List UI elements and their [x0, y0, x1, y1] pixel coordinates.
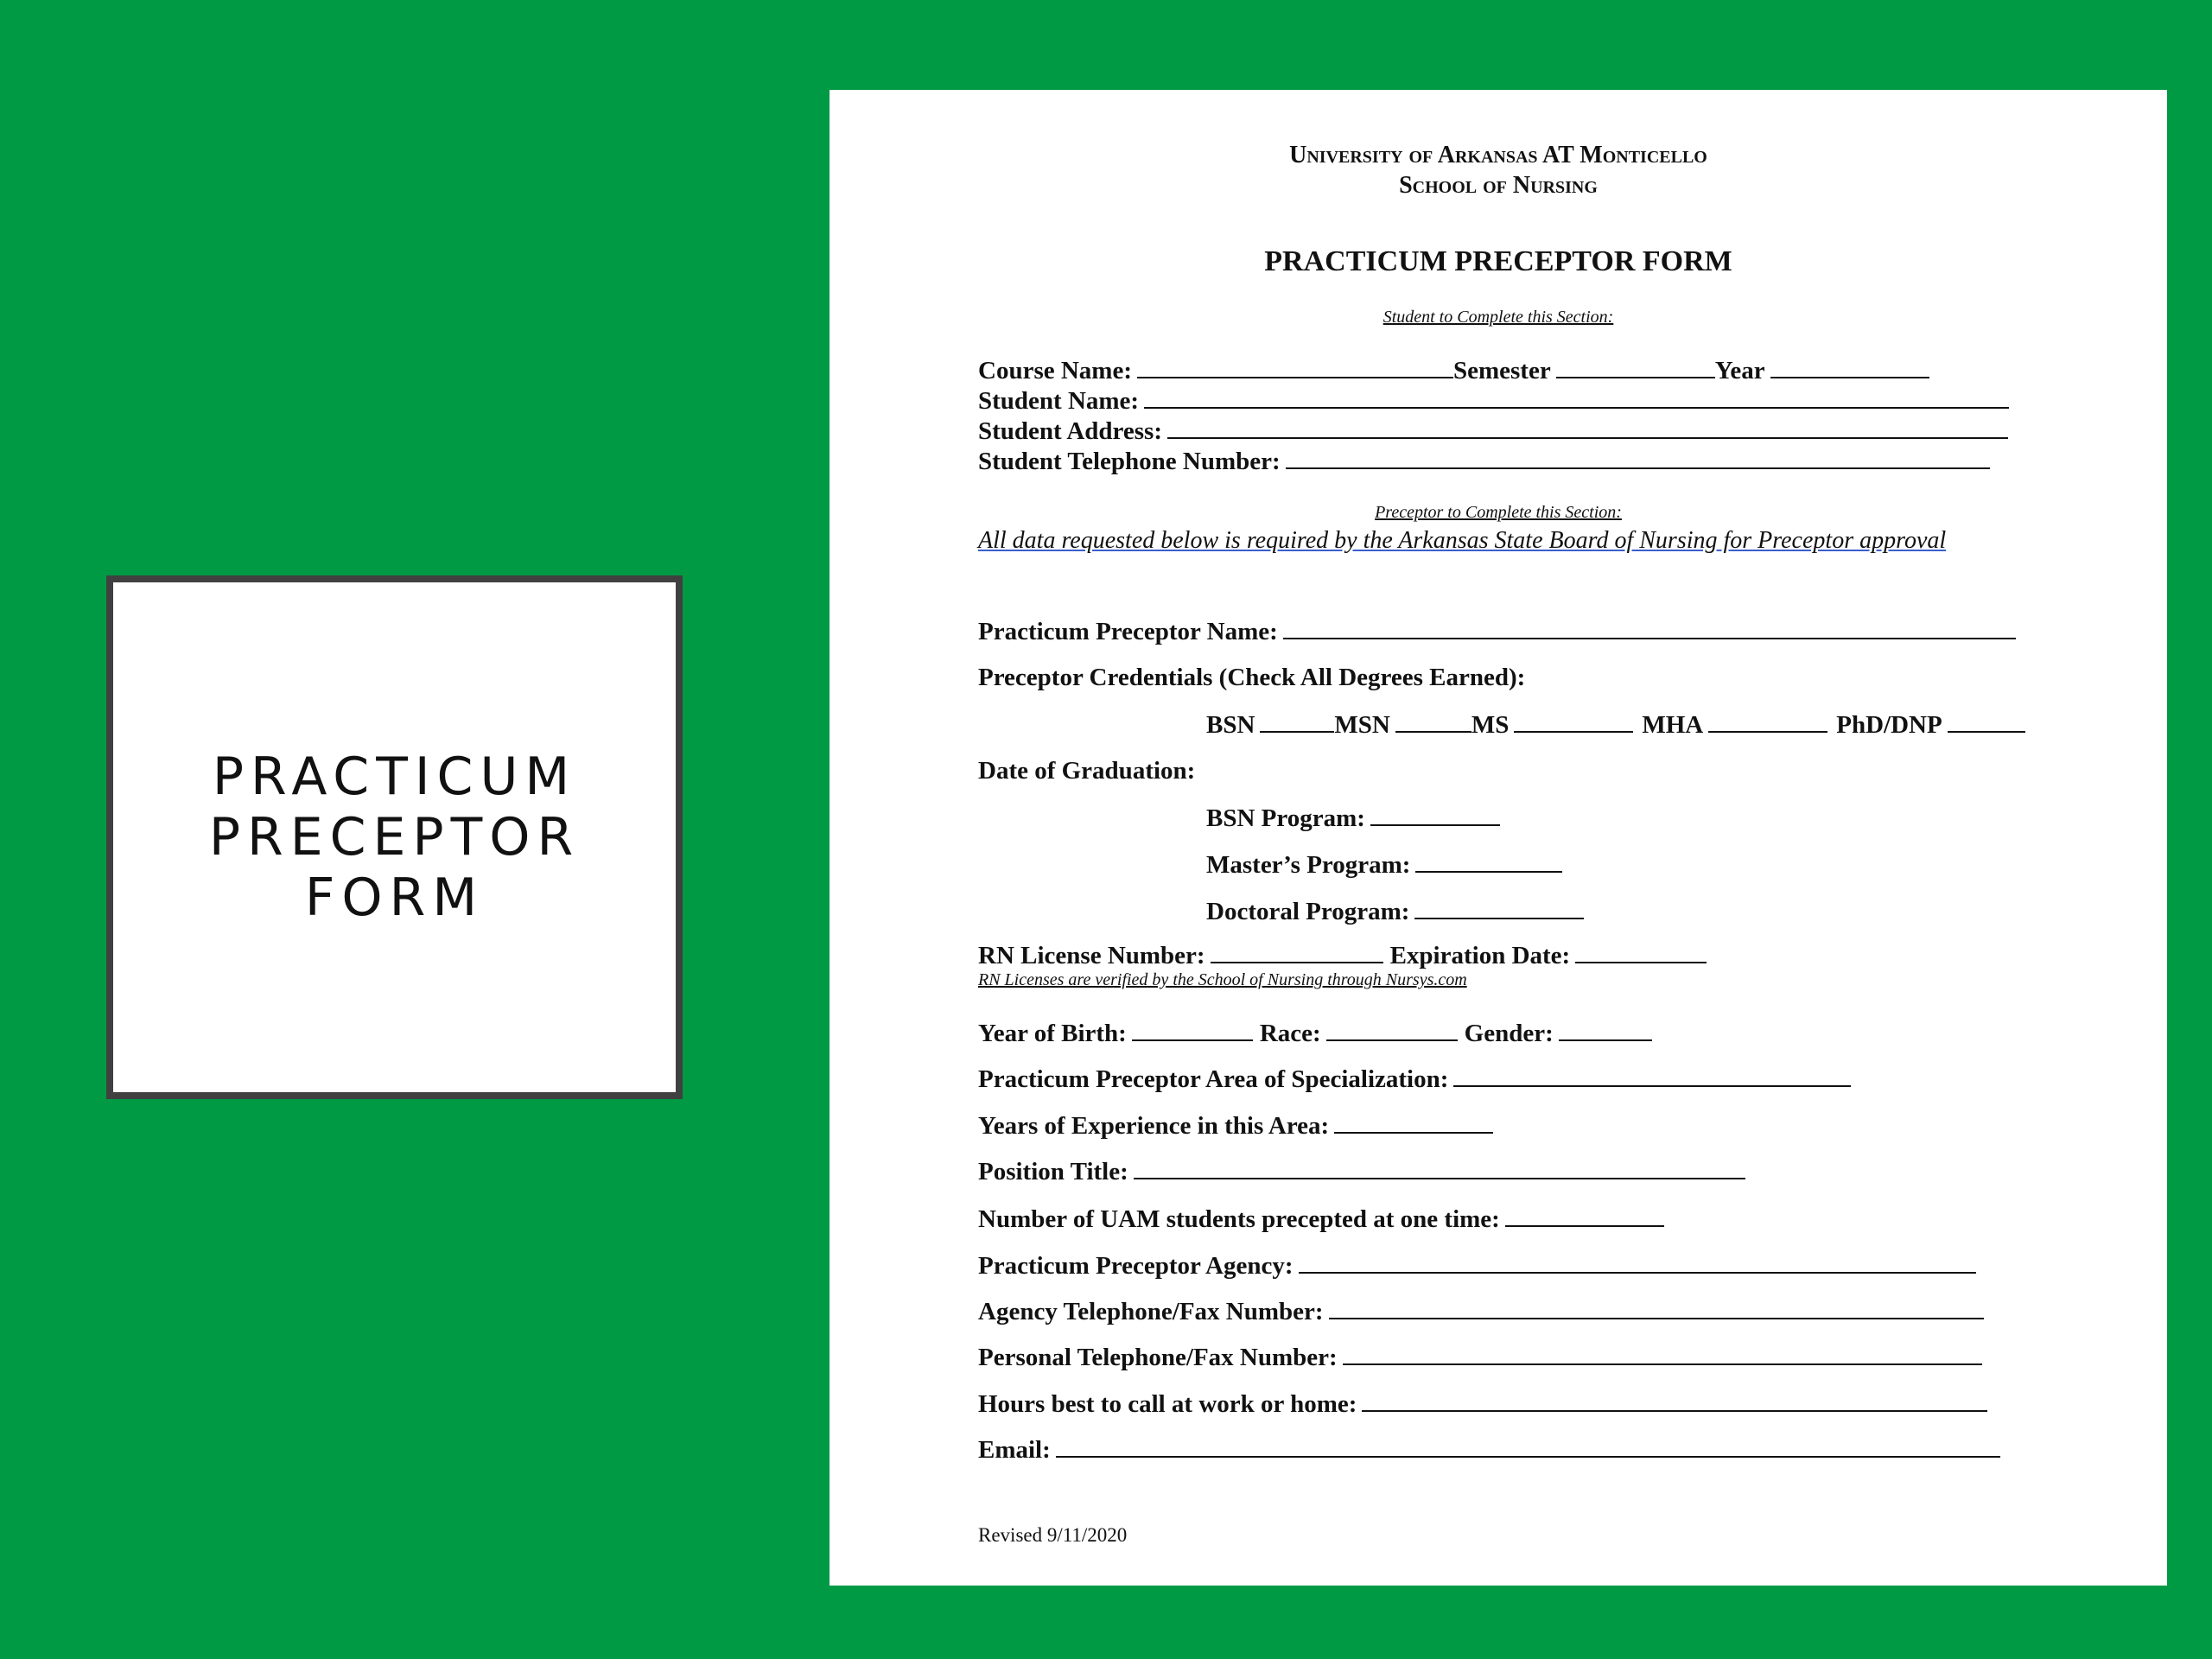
student-phone-label: Student Telephone Number:: [978, 448, 1281, 475]
graduation-label: Date of Graduation:: [978, 757, 1196, 785]
position-title-line: [1134, 1157, 1745, 1179]
rn-license-row: [978, 941, 1707, 970]
preceptor-name-row: [978, 617, 2016, 646]
year-label: Year: [1714, 357, 1765, 385]
agency-label: Practicum Preceptor Agency:: [978, 1252, 1294, 1280]
degree-phd: PhD/DNP: [1836, 711, 1942, 739]
agency-line: [1299, 1251, 1976, 1274]
agency-phone-label: Agency Telephone/Fax Number:: [978, 1298, 1324, 1325]
num-students-label: Number of UAM students precepted at one time:: [978, 1205, 1500, 1233]
doctoral-program-row: [1206, 897, 1584, 926]
expiration-line: [1575, 941, 1707, 963]
num-students-row: [978, 1205, 1664, 1234]
rn-license-line: [1211, 941, 1383, 963]
position-title-row: [978, 1157, 1745, 1186]
revised-date: Revised 9/11/2020: [978, 1524, 1128, 1546]
student-phone-row: [978, 447, 1990, 476]
student-address-line: [1167, 416, 2008, 439]
course-name-line: [1137, 356, 1453, 378]
student-section-heading: Student to Complete this Section:: [1382, 308, 1614, 327]
slide-title-box: [106, 575, 683, 1099]
hours-label: Hours best to call at work or home:: [978, 1390, 1357, 1418]
demographics-row: [978, 1019, 1652, 1048]
course-name-label: Course Name:: [978, 357, 1132, 385]
specialization-row: [978, 1065, 1851, 1094]
degree-mha: MHA: [1642, 711, 1704, 739]
credentials-label: Preceptor Credentials (Check All Degrees Earned):: [978, 664, 1526, 691]
student-phone-line: [1286, 447, 1990, 469]
experience-row: [978, 1111, 1493, 1141]
agency-row: [978, 1251, 1976, 1281]
form-document-image: [830, 90, 2167, 1586]
bsn-program-label: BSN Program:: [1206, 804, 1365, 832]
university-name: University of Arkansas AT Monticello: [1289, 142, 1707, 168]
year-of-birth-label: Year of Birth:: [978, 1020, 1127, 1047]
student-address-row: [978, 416, 2008, 446]
num-students-line: [1505, 1205, 1664, 1227]
slide-title: PRACTICUM PRECEPTOR FORM: [208, 747, 581, 928]
email-label: Email:: [978, 1436, 1051, 1464]
masters-program-label: Master’s Program:: [1206, 851, 1411, 879]
semester-label: Semester: [1452, 357, 1551, 385]
rn-note: RN Licenses are verified by the School of Nursing through Nursys.com: [978, 970, 1467, 989]
bsn-program-line: [1370, 804, 1500, 826]
agency-phone-line: [1329, 1297, 1984, 1319]
preceptor-name-label: Practicum Preceptor Name:: [978, 618, 1278, 645]
hours-line: [1362, 1389, 1987, 1412]
credentials-row: [978, 664, 1525, 692]
position-title-label: Position Title:: [978, 1158, 1128, 1185]
doctoral-program-label: Doctoral Program:: [1206, 898, 1410, 925]
degree-mha-line: [1708, 710, 1827, 733]
masters-program-row: [1206, 850, 1562, 880]
gender-line: [1559, 1019, 1652, 1041]
degree-msn-line: [1395, 710, 1471, 733]
student-address-label: Student Address:: [978, 417, 1162, 445]
degree-ms-line: [1514, 710, 1633, 733]
preceptor-name-line: [1283, 617, 2016, 639]
student-name-label: Student Name:: [978, 387, 1140, 415]
rn-license-label: RN License Number:: [978, 942, 1205, 969]
degree-bsn-line: [1260, 710, 1334, 733]
student-name-row: [978, 386, 2009, 416]
year-of-birth-line: [1132, 1019, 1253, 1041]
specialization-line: [1453, 1065, 1851, 1087]
expiration-label: Expiration Date:: [1389, 942, 1571, 969]
semester-line: [1556, 356, 1715, 378]
experience-line: [1334, 1111, 1493, 1134]
degree-bsn: BSN: [1206, 711, 1255, 739]
degree-msn: MSN: [1334, 711, 1390, 739]
personal-phone-line: [1343, 1343, 1982, 1365]
personal-phone-row: [978, 1343, 1982, 1372]
email-line: [1056, 1435, 2000, 1458]
year-line: [1770, 356, 1929, 378]
preceptor-section-heading: Preceptor to Complete this Section:: [1375, 503, 1622, 522]
doctoral-program-line: [1414, 897, 1584, 919]
required-note: All data requested below is required by the Arkansas State Board of Nursing for Preceptor approval: [978, 527, 1947, 554]
hours-row: [978, 1389, 1987, 1419]
gender-label: Gender:: [1464, 1020, 1554, 1047]
graduation-row: [978, 757, 1195, 785]
degree-phd-line: [1948, 710, 2025, 733]
bsn-program-row: [1206, 804, 1500, 833]
school-name: School of Nursing: [1399, 172, 1598, 199]
masters-program-line: [1415, 850, 1562, 873]
degree-ms: MS: [1471, 711, 1510, 739]
email-row: [978, 1435, 2000, 1465]
personal-phone-label: Personal Telephone/Fax Number:: [978, 1344, 1338, 1371]
degrees-row: [1206, 710, 2025, 740]
race-line: [1326, 1019, 1458, 1041]
course-row: [978, 356, 1929, 385]
race-label: Race:: [1259, 1020, 1321, 1047]
student-name-line: [1144, 386, 2009, 409]
agency-phone-row: [978, 1297, 1984, 1326]
specialization-label: Practicum Preceptor Area of Specialization:: [978, 1065, 1449, 1093]
form-title: PRACTICUM PRECEPTOR FORM: [1264, 245, 1732, 277]
experience-label: Years of Experience in this Area:: [978, 1112, 1330, 1140]
